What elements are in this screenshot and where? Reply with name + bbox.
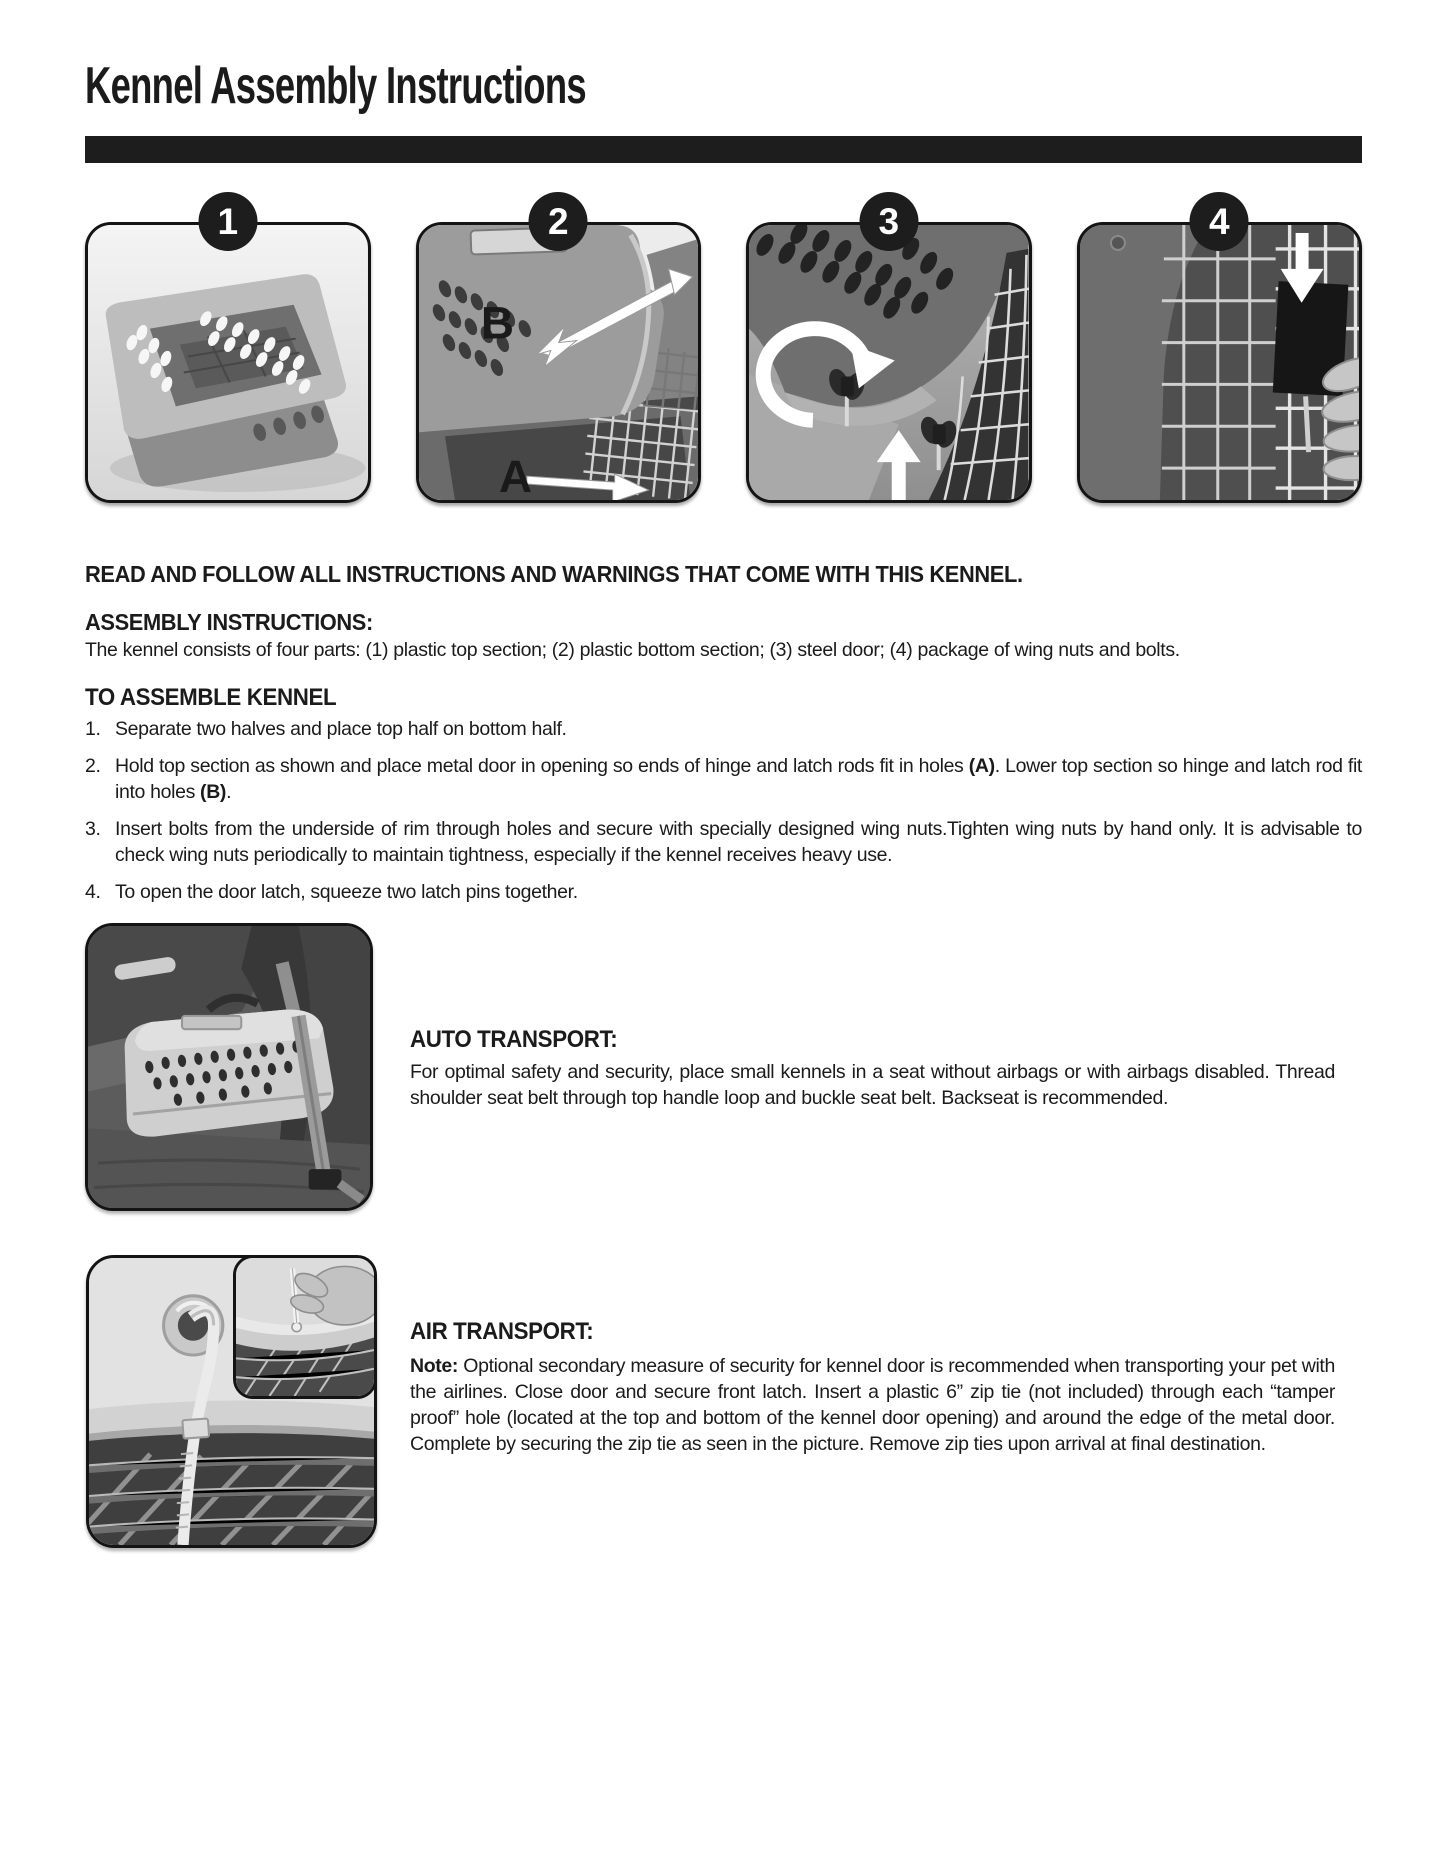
step-badge-2: [529, 192, 588, 251]
step-badge-3: [859, 192, 918, 251]
step-figure-4: [1077, 200, 1363, 503]
title-divider-bar: [85, 136, 1362, 163]
assembly-step-2: [85, 753, 1362, 805]
auto-transport-illustration: [88, 926, 370, 1208]
page-title: Kennel Assembly Instructions: [85, 57, 586, 115]
step-text: Insert bolts from the underside of rim through holes and secure with specially designed wing nuts.Tighten wing nuts by hand only. It is advisable to check wing nuts periodically to maintain tightness, especially if the kennel receives heavy use.: [115, 818, 1362, 866]
step-photo-door-bolt: [1077, 222, 1363, 503]
kennel-halves-illustration: [88, 225, 368, 500]
step-text: Hold top section as shown and place metal door in opening so ends of hinge and latch rods fit in holes (A). Lower top section so hinge and latch rod fit into holes (B).: [115, 755, 1362, 803]
door-bolt-illustration: [1080, 225, 1360, 500]
step-number: 3: [878, 200, 900, 242]
assembly-instructions-heading: ASSEMBLY INSTRUCTIONS:: [85, 609, 373, 635]
wing-nut-illustration: [749, 225, 1029, 500]
step-text: Separate two halves and place top half on bottom half.: [115, 718, 567, 740]
assembly-step-3: [85, 816, 1362, 868]
assembly-step-4: [85, 879, 1362, 905]
air-transport-photo: [86, 1255, 377, 1548]
step-badge-4: [1190, 192, 1249, 251]
air-photo-inset: [233, 1255, 377, 1399]
auto-transport-body: For optimal safety and security, place small kennels in a seat without airbags or with airbags disabled. Thread shoulder seat belt through top handle loop and buckle seat belt. Backseat is recommended.: [410, 1061, 1335, 1109]
step-number: 2: [547, 200, 569, 242]
step-ordinal: 3.: [85, 818, 101, 840]
step-photo-kennel-halves: [85, 222, 371, 503]
hole-label-b: B: [480, 296, 514, 349]
kennel-top-section: [419, 225, 664, 432]
assembly-instructions-body: The kennel consists of four parts: (1) plastic top section; (2) plastic bottom section; (3) steel door; (4) package of wing nuts and bolts.: [85, 639, 1180, 661]
warning-heading: READ AND FOLLOW ALL INSTRUCTIONS AND WARNINGS THAT COME WITH THIS KENNEL.: [85, 561, 1023, 587]
step-ordinal: 2.: [85, 755, 101, 777]
step-number: 1: [217, 200, 239, 242]
air-transport-note: Note: Optional secondary measure of security for kennel door is recommended when transporting your pet with the airlines. Close door and secure front latch. Insert a plastic 6” zip tie (not included) through each “tamper proof” hole (located at the top and bottom of the kennel door opening) and around the edge of the metal door. Complete by securing the zip tie as seen in the picture. Remove zip ties upon arrival at final destination.: [410, 1355, 1335, 1455]
step-photo-wing-nuts: [746, 222, 1032, 503]
auto-transport-heading: AUTO TRANSPORT:: [410, 1026, 618, 1053]
bolt: [1305, 396, 1308, 452]
step-ordinal: 1.: [85, 718, 101, 740]
door-placement-illustration: [419, 225, 699, 500]
step-figure-2: [416, 200, 702, 503]
hole-label-a: A: [498, 450, 532, 500]
step-text: To open the door latch, squeeze two latch pins together.: [115, 881, 578, 903]
auto-transport-photo: [85, 923, 373, 1211]
assembly-steps-list: [85, 716, 1362, 916]
step-ordinal: 4.: [85, 881, 101, 903]
step-figure-3: [746, 200, 1032, 503]
step-number: 4: [1208, 200, 1230, 242]
step-badge-1: [198, 192, 257, 251]
air-transport-heading: AIR TRANSPORT:: [410, 1318, 594, 1345]
zip-tie-insert-illustration: [236, 1258, 374, 1396]
step-figure-1: [85, 200, 371, 503]
step-photo-door-placement: [416, 222, 702, 503]
assembly-step-1: [85, 716, 1362, 742]
to-assemble-heading: TO ASSEMBLE KENNEL: [85, 684, 337, 711]
assembly-step-figures: [85, 200, 1362, 503]
